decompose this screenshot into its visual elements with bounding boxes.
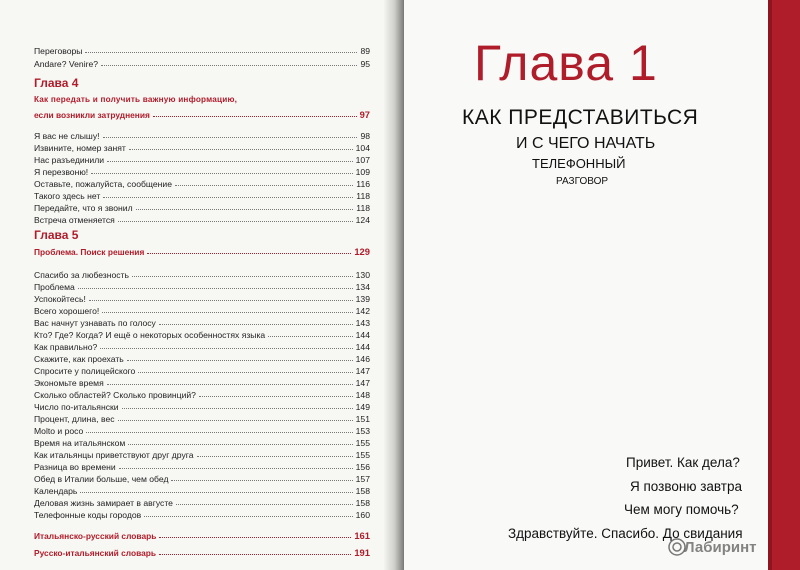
chapter-heading: Глава 1 (474, 35, 658, 91)
watermark: Лабиринт (684, 539, 757, 556)
toc-row: Спасибо за любезность 130 (34, 270, 370, 280)
toc-row: Время на итальянском 155 (34, 438, 370, 448)
toc-row: Успокойтесь! 139 (34, 294, 370, 304)
toc-row: Проблема 134 (34, 282, 370, 292)
toc-row: Всего хорошего! 142 (34, 306, 370, 316)
toc-row: Спросите у полицейского 147 (34, 366, 370, 376)
phrase-4: Здравствуйте. Спасибо. До свидания (508, 526, 743, 541)
phrase-3: Чем могу помочь? (624, 502, 739, 517)
toc-row: Andare? Venire? 95 (34, 59, 370, 69)
toc-row: Я перезвоню! 109 (34, 167, 370, 177)
toc-row: Календарь 158 (34, 486, 370, 496)
toc-row: Как правильно? 144 (34, 342, 370, 352)
toc-row: Сколько областей? Сколько провинций? 148 (34, 390, 370, 400)
toc-row: Скажите, как проехать 146 (34, 354, 370, 364)
toc-row: Передайте, что я звонил 118 (34, 203, 370, 213)
phrase-1: Привет. Как дела? (626, 455, 740, 470)
chapter-5-entry: Проблема. Поиск решения 129 (34, 246, 370, 257)
toc-row: Число по-итальянски 149 (34, 402, 370, 412)
toc-row: Экономьте время 147 (34, 378, 370, 388)
phrase-2: Я позвоню завтра (630, 479, 742, 494)
chapter-4-entry: если возникли затруднения 97 (34, 109, 370, 120)
toc-row: Я вас не слышу! 98 (34, 131, 370, 141)
dictionary-entry: Итальянско-русский словарь 161 (34, 530, 370, 541)
chapter-5-title: Глава 5 (34, 228, 79, 242)
toc-row: Встреча отменяется 124 (34, 215, 370, 225)
cover-edge (768, 0, 800, 570)
chapter-title-line-3: ТЕЛЕФОННЫЙ (532, 156, 626, 171)
toc-row: Кто? Где? Когда? И ещё о некоторых особенностях языка 144 (34, 330, 370, 340)
toc-row: Обед в Италии больше, чем обед 157 (34, 474, 370, 484)
toc-row: Разница во времени 156 (34, 462, 370, 472)
dictionary-entry: Русско-итальянский словарь 191 (34, 547, 370, 558)
toc-row: Как итальянцы приветствуют друг друга 155 (34, 450, 370, 460)
toc-row: Переговоры 89 (34, 46, 370, 56)
chapter-title-line-1: КАК ПРЕДСТАВИТЬСЯ (462, 106, 699, 129)
chapter-4-subtitle: Как передать и получить важную информацию, (34, 95, 238, 104)
toc-row: Оставьте, пожалуйста, сообщение 116 (34, 179, 370, 189)
toc-row: Нас разъединили 107 (34, 155, 370, 165)
toc-row: Процент, длина, вес 151 (34, 414, 370, 424)
toc-row: Такого здесь нет 118 (34, 191, 370, 201)
chapter-4-title: Глава 4 (34, 76, 79, 90)
chapter-title-line-2: И С ЧЕГО НАЧАТЬ (516, 135, 656, 152)
toc-row: Вас начнут узнавать по голосу 143 (34, 318, 370, 328)
toc-row: Телефонные коды городов 160 (34, 510, 370, 520)
toc-row: Деловая жизнь замирает в августе 158 (34, 498, 370, 508)
toc-row: Извините, номер занят 104 (34, 143, 370, 153)
toc-row: Molto и poco 153 (34, 426, 370, 436)
chapter-title-line-4: РАЗГОВОР (556, 176, 609, 187)
